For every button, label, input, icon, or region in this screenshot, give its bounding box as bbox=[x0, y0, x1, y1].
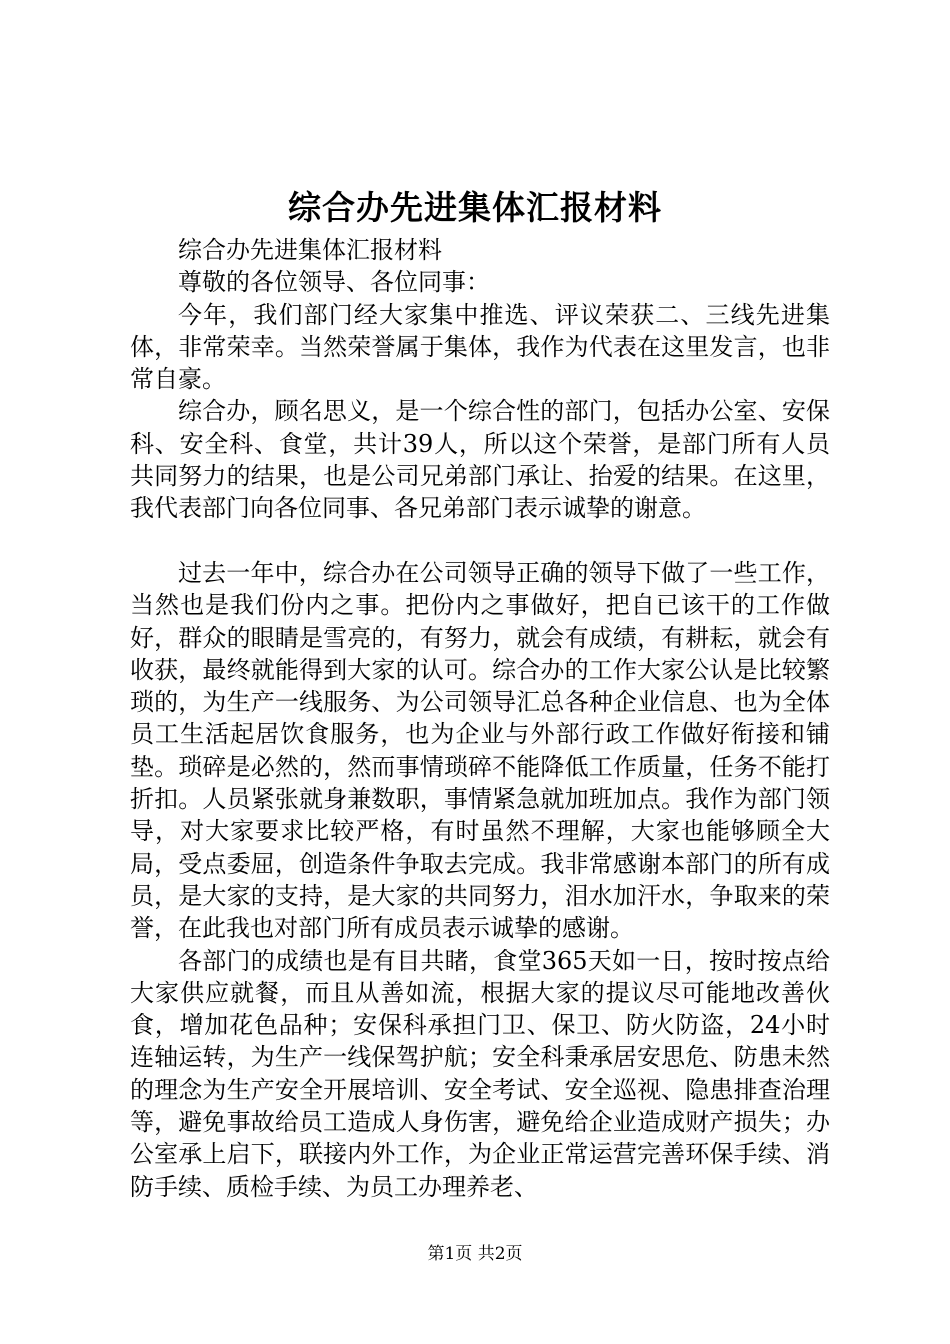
paragraph-achievements: 各部门的成绩也是有目共睹，食堂365天如一日，按时按点给大家供应就餐，而且从善如流，根据大家的提议尽可能地改善伙食，增加花色品种；安保科承担门卫、保卫、防火防盗，24小时连轴运转，为生产一线保驾护航；安全科秉承居安思危、防患未然的理念为生产安全开展培训、安全考试、安全巡视、隐患排查治理等，避免事故给员工造成人身伤害，避免给企业造成财产损失；办公室承上启下，联接内外工作，为企业正常运营完善环保手续、消防手续、质检手续、为员工办理养老、 bbox=[130, 946, 830, 1201]
paragraph-department: 综合办，顾名思义，是一个综合性的部门，包括办公室、安保科、安全科、食堂，共计39人，所以这个荣誉，是部门所有人员共同努力的结果，也是公司兄弟部门承让、抬爱的结果。在这里，我代表部门向各位同事、各兄弟部门表示诚挚的谢意。 bbox=[130, 397, 830, 523]
paragraph-past-year: 过去一年中，综合办在公司领导正确的领导下做了一些工作，当然也是我们份内之事。把份内之事做好，把自已该干的工作做好，群众的眼睛是雪亮的，有努力，就会有成绩，有耕耘，就会有收获，最终就能得到大家的认可。综合办的工作大家公认是比较繁琐的，为生产一线服务、为公司领导汇总各种企业信息、也为全体员工生活起居饮食服务，也为企业与外部行政工作做好衔接和铺垫。琐碎是必然的，然而事情琐碎不能降低工作质量，任务不能打折扣。人员紧张就身兼数职，事情紧急就加班加点。我作为部门领导，对大家要求比较严格，有时虽然不理解，大家也能够顾全大局，受点委屈，创造条件争取去完成。我非常感谢本部门的所有成员，是大家的支持，是大家的共同努力，泪水加汗水，争取来的荣誉，在此我也对部门所有成员表示诚挚的感谢。 bbox=[130, 558, 830, 943]
page-footer: 第1页 共2页 bbox=[427, 1244, 523, 1264]
document-title: 综合办先进集体汇报材料 bbox=[288, 188, 662, 227]
paragraph-spacer bbox=[130, 525, 830, 557]
paragraph-intro: 今年，我们部门经大家集中推选、评议荣获二、三线先进集体，非常荣幸。当然荣誉属于集体，我作为代表在这里发言，也非常自豪。 bbox=[130, 300, 830, 394]
paragraph-salutation: 尊敬的各位领导、各位同事： bbox=[178, 268, 490, 297]
document-body bbox=[130, 234, 830, 1203]
paragraph-heading-repeat: 综合办先进集体汇报材料 bbox=[178, 236, 442, 264]
